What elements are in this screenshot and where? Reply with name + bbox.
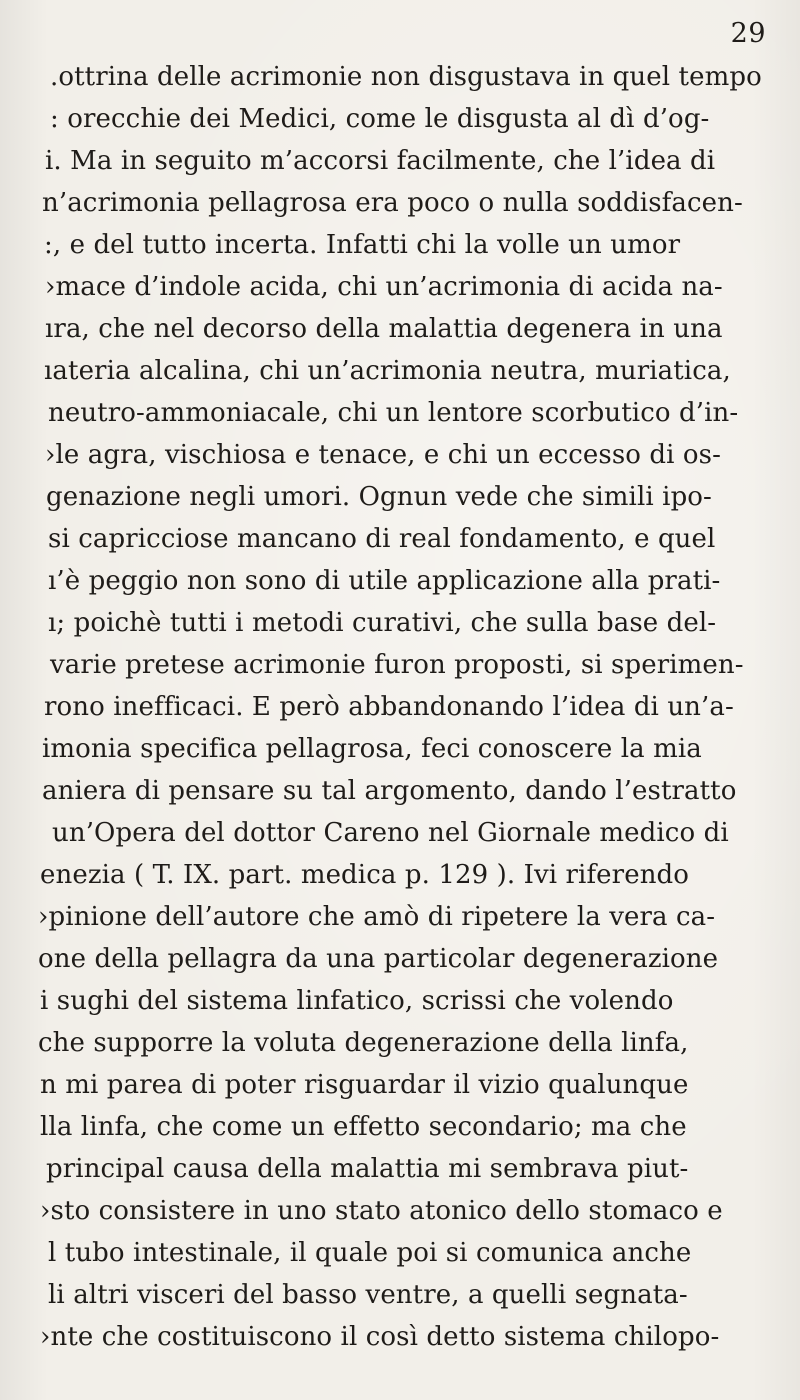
text-line-content: ı; poichè tutti i metodi curativi, che sulla base del- — [48, 608, 717, 638]
text-line — [0, 727, 800, 773]
text-line — [0, 1231, 800, 1277]
text-line — [0, 1273, 800, 1319]
text-line — [0, 769, 800, 815]
text-line-content: : orecchie dei Medici, come le disgusta al dì d’og- — [50, 104, 710, 134]
text-line — [0, 685, 800, 731]
text-line-content: varie pretese acrimonie furon proposti, si sperimen- — [50, 650, 744, 680]
text-line — [0, 55, 800, 101]
text-line — [0, 1147, 800, 1193]
text-line-content: rono inefficaci. E però abbandonando l’idea di un’a- — [44, 692, 734, 722]
text-line-content: lla linfa, che come un effetto secondario; ma che — [40, 1112, 687, 1142]
text-line — [0, 937, 800, 983]
text-line — [0, 853, 800, 899]
text-line-content: ›nte che costituiscono il così detto sistema chilopo- — [40, 1322, 720, 1352]
text-line — [0, 979, 800, 1025]
text-line — [0, 811, 800, 857]
text-line-content: genazione negli umori. Ognun vede che simili ipo- — [46, 482, 712, 512]
text-line — [0, 1189, 800, 1235]
text-line — [0, 307, 800, 353]
text-line — [0, 139, 800, 185]
text-line — [0, 601, 800, 647]
text-line-content: enezia ( T. IX. part. medica p. 129 ). Ivi riferendo — [40, 860, 690, 890]
text-line — [0, 1063, 800, 1109]
text-line — [0, 265, 800, 311]
text-line-content: ı’è peggio non sono di utile applicazione alla prati- — [48, 566, 721, 596]
text-line — [0, 1105, 800, 1151]
text-line — [0, 475, 800, 521]
text-line — [0, 559, 800, 605]
text-line-content: imonia specifica pellagrosa, feci conoscere la mia — [42, 734, 702, 764]
text-line-content: ›pinione dell’autore che amò di ripetere la vera ca- — [38, 902, 716, 932]
text-line — [0, 349, 800, 395]
text-line-content: n’acrimonia pellagrosa era poco o nulla soddisfacen- — [42, 188, 743, 218]
text-line-content: ›sto consistere in uno stato atonico dello stomaco e — [40, 1196, 723, 1226]
text-line — [0, 895, 800, 941]
text-line-content: principal causa della malattia mi sembrava piut- — [46, 1154, 689, 1184]
text-line — [0, 517, 800, 563]
text-line-content: ıateria alcalina, chi un’acrimonia neutra, muriatica, — [44, 356, 731, 386]
text-line — [0, 181, 800, 227]
text-line — [0, 1021, 800, 1067]
text-line-content: ıra, che nel decorso della malattia degenera in una — [45, 314, 723, 344]
text-line-content: si capricciose mancano di real fondamento, e quel — [48, 524, 716, 554]
text-line-content: ›le agra, vischiosa e tenace, e chi un eccesso di os- — [45, 440, 722, 470]
text-line-content: i. Ma in seguito m’accorsi facilmente, che l’idea di — [45, 146, 716, 176]
text-line-content: .ottrina delle acrimonie non disgustava in quel tempo — [50, 62, 762, 92]
text-line — [0, 433, 800, 479]
text-line-content: neutro-ammoniacale, chi un lentore scorbutico d’in- — [48, 398, 739, 428]
text-line-content: i sughi del sistema linfatico, scrissi che volendo — [40, 986, 674, 1016]
text-line-content: aniera di pensare su tal argomento, dando l’estratto — [42, 776, 737, 806]
text-line — [0, 1315, 800, 1361]
text-line-content: un’Opera del dottor Careno nel Giornale medico di — [52, 818, 729, 848]
text-line-content: n mi parea di poter risguardar il vizio qualunque — [40, 1070, 689, 1100]
text-line — [0, 391, 800, 437]
page-number: 29 — [730, 18, 766, 49]
text-line-content: one della pellagra da una particolar degenerazione — [38, 944, 719, 974]
text-line — [0, 223, 800, 269]
text-line-content: ›mace d’indole acida, chi un’acrimonia di acida na- — [45, 272, 723, 302]
text-line — [0, 97, 800, 143]
text-line — [0, 643, 800, 689]
text-line-content: l tubo intestinale, il quale poi si comunica anche — [48, 1238, 692, 1268]
text-line-content: :, e del tutto incerta. Infatti chi la volle un umor — [44, 230, 681, 260]
text-line-content: che supporre la voluta degenerazione della linfa, — [38, 1028, 689, 1058]
text-line-content: li altri visceri del basso ventre, a quelli segnata- — [48, 1280, 688, 1310]
